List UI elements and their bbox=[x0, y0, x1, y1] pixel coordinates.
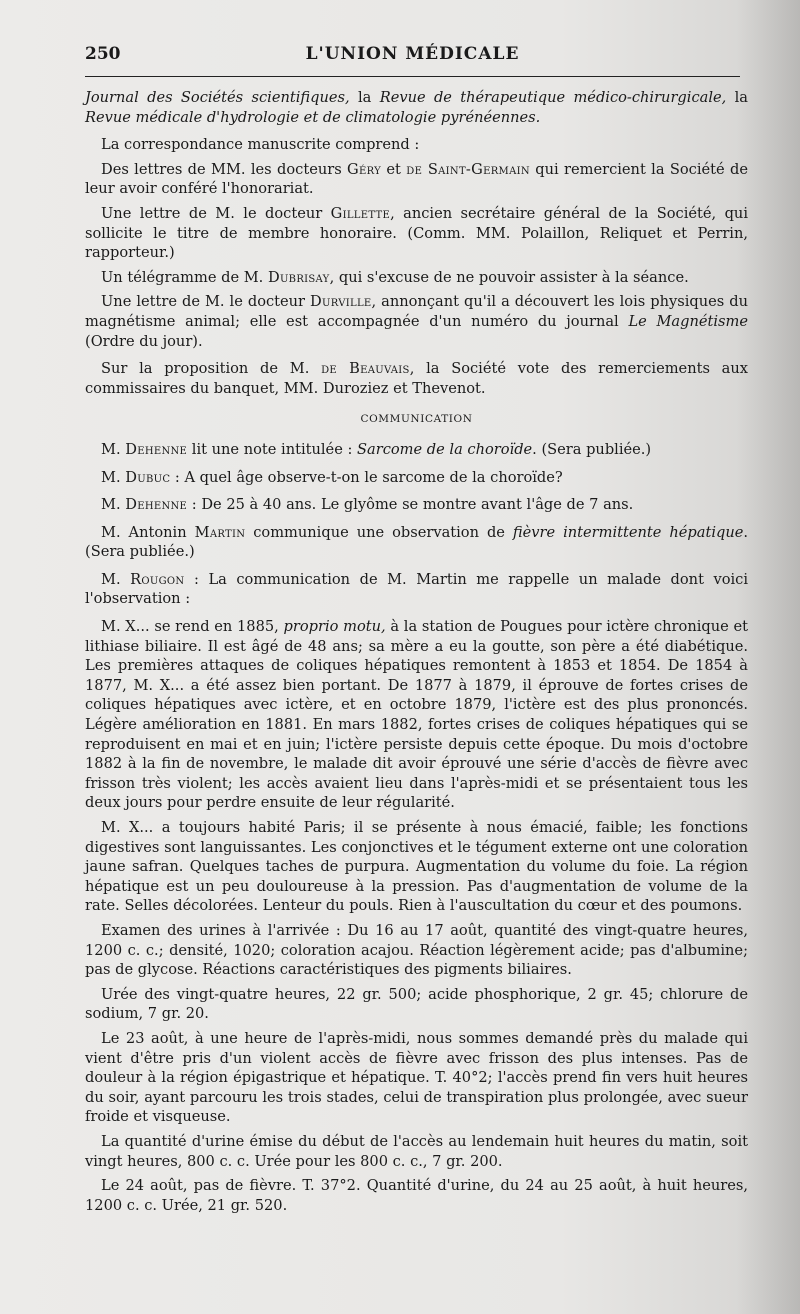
text: : De 25 à 40 ans. Le glyôme se montre avant l'âge de 7 ans. bbox=[187, 496, 634, 514]
paragraph: M. X... a toujours habité Paris; il se présente à nous émacié, faible; les fonctions digestives sont languissantes. Les conjonctives et le tégument externe ont une coloration jaune safran. Quelques taches de purpura. Augmentation du volume du foie. La région hépatique est un peu douloureuse à la pression. Pas d'augmentation de volume de la rate. Selles décolorées. Lenteur du pouls. Rien à l'auscultation du cœur et des poumons. bbox=[85, 819, 748, 915]
person-name: Martin bbox=[194, 523, 246, 541]
text: Des lettres de MM. les docteurs bbox=[101, 160, 348, 178]
paragraph bbox=[85, 204, 748, 263]
text: M. Antonin bbox=[101, 523, 195, 541]
person-name: Rougon bbox=[130, 570, 185, 588]
paragraph bbox=[85, 359, 748, 398]
text: . (Sera publiée.) bbox=[532, 440, 652, 458]
text: : La communication de M. Martin me rappelle un malade dont voici l'observation : bbox=[85, 570, 748, 608]
person-name: Dehenne bbox=[125, 440, 188, 458]
journal-title: Le Magnétisme bbox=[628, 312, 748, 330]
text: , annonçant qu'il a découvert les lois physiques du magnétisme animal; elle est accompagnée d'un numéro du journal bbox=[85, 293, 748, 330]
journal-name: Revue de thérapeutique médico-chirurgicale, bbox=[379, 89, 727, 106]
paragraph: La quantité d'urine émise du début de l'accès au lendemain huit heures du matin, soit vingt heures, 800 c. c. Urée pour les 800 c. c., 7 gr. 200. bbox=[85, 1132, 748, 1170]
text: M. X... se rend en 1885, bbox=[101, 618, 284, 636]
text: la bbox=[726, 89, 748, 106]
paragraph bbox=[85, 160, 748, 199]
person-name: de Saint-Germain bbox=[406, 160, 530, 178]
paragraph: Le 23 août, à une heure de l'après-midi, nous sommes demandé près du malade qui vient d'être pris d'un violent accès de fièvre avec frisson des plus intenses. Pas de douleur à la région épigastrique et hépatique. T. 40°2; l'accès prend fin vers huit heures du soir, ayant parcouru les trois stades, celui de transpiration plus prolongée, avec sueur froide et visqueuse. bbox=[85, 1029, 748, 1126]
text: qui remercient la Société de leur avoir conféré l'honorariat. bbox=[85, 160, 748, 198]
text: , ancien secrétaire général de la Société, qui sollicite le titre de membre honoraire. (Comm. MM. Polaillon, Reliquet et Perrin, rapporteur.) bbox=[85, 204, 748, 262]
paragraph bbox=[85, 468, 748, 488]
text: et bbox=[381, 160, 407, 178]
text: . (Sera publiée.) bbox=[85, 523, 749, 561]
person-name: Dubuc bbox=[125, 468, 171, 486]
person-name: Durville bbox=[310, 293, 372, 311]
text: , la Société vote des remerciements aux commissaires du banquet, MM. Duroziez et Thevenot. bbox=[85, 360, 749, 397]
person-name: Dehenne bbox=[125, 496, 188, 514]
running-title: L'UNION MÉDICALE bbox=[305, 44, 520, 64]
paragraph bbox=[85, 570, 748, 609]
text: M. bbox=[101, 570, 131, 588]
paragraph bbox=[85, 292, 748, 351]
note-title: Sarcome de la choroïde bbox=[357, 440, 533, 458]
text: M. bbox=[101, 468, 126, 486]
text: Une lettre de M. le docteur bbox=[101, 293, 311, 311]
section-heading: COMMUNICATION bbox=[360, 413, 473, 426]
text: lit une note intitulée : bbox=[187, 440, 358, 458]
header-rule bbox=[85, 76, 740, 77]
paragraph: Urée des vingt-quatre heures, 22 gr. 500; acide phosphorique, 2 gr. 45; chlorure de sodium, 7 gr. 20. bbox=[85, 985, 748, 1023]
observation-title: fièvre intermittente hépatique bbox=[512, 523, 744, 541]
journal-name: Revue médicale d'hydrologie et de climatologie pyrénéennes. bbox=[85, 108, 541, 126]
text: la bbox=[349, 89, 380, 106]
paragraph bbox=[85, 88, 748, 127]
paragraph: Le 24 août, pas de fièvre. T. 37°2. Quantité d'urine, du 24 au 25 août, à huit heures, 1200 c. c. Urée, 21 gr. 520. bbox=[85, 1177, 748, 1214]
paragraph: Examen des urines à l'arrivée : Du 16 au 17 août, quantité des vingt-quatre heures, 1200 c. c.; densité, 1020; coloration acajou. Réaction légèrement acide; pas d'albumine; pas de glycose. Réactions caractéristiques des pigments biliaires. bbox=[85, 921, 748, 979]
page-number: 250 bbox=[85, 44, 121, 64]
paragraph bbox=[85, 523, 748, 562]
latin-phrase: proprio motu, bbox=[283, 618, 386, 636]
text: M. bbox=[101, 440, 126, 458]
paragraph bbox=[85, 495, 748, 515]
text: M. bbox=[101, 496, 126, 514]
text: (Ordre du jour). bbox=[85, 332, 203, 350]
person-name: Gillette bbox=[330, 204, 391, 222]
text: , qui s'excuse de ne pouvoir assister à la séance. bbox=[329, 268, 689, 286]
body-text bbox=[85, 88, 748, 1220]
person-name: Dubrisay bbox=[267, 268, 330, 286]
person-name: Géry bbox=[347, 160, 382, 178]
paragraph bbox=[85, 268, 748, 288]
text: : A quel âge observe-t-on le sarcome de la choroïde? bbox=[170, 468, 563, 486]
journal-name: Journal des Sociétés scientifiques, bbox=[85, 89, 350, 106]
paragraph bbox=[85, 440, 748, 460]
text: Un télégramme de M. bbox=[101, 268, 268, 286]
paragraph: La correspondance manuscrite comprend : bbox=[101, 136, 420, 154]
text: Sur la proposition de M. bbox=[101, 360, 322, 378]
person-name: de Beauvais bbox=[321, 360, 410, 378]
text: Une lettre de M. le docteur bbox=[101, 204, 331, 222]
paragraph bbox=[85, 617, 748, 813]
text: communique une observation de bbox=[245, 523, 513, 541]
running-header bbox=[85, 44, 740, 70]
text: à la station de Pougues pour ictère chronique et lithiase biliaire. Il est âgé de 48 ans; sa mère a eu la goutte, son père a été diabétique. Les premières attaques de coliques hépatiques remontent à 1853 et 1854. De 1854 à 1877, M. X... a été assez bien portant. De 1877 à 1879, il éprouve de fortes crises de coliques hépatiques avec ictère, et en octobre 1879, l'ictère est des plus prononcés. Légère amélioration en 1881. En mars 1882, fortes crises de coliques hépatiques qui se reproduisent en mai et en juin; l'ictère persiste depuis cette époque. Du mois d'octobre 1882 à la fin de novembre, le malade dit avoir éprouvé une série d'accès de fièvre avec frisson très violent; les accès avaient lieu dans l'après-midi et se présentaient tous les deux jours pour perdre ensuite de leur régularité. bbox=[85, 618, 748, 812]
